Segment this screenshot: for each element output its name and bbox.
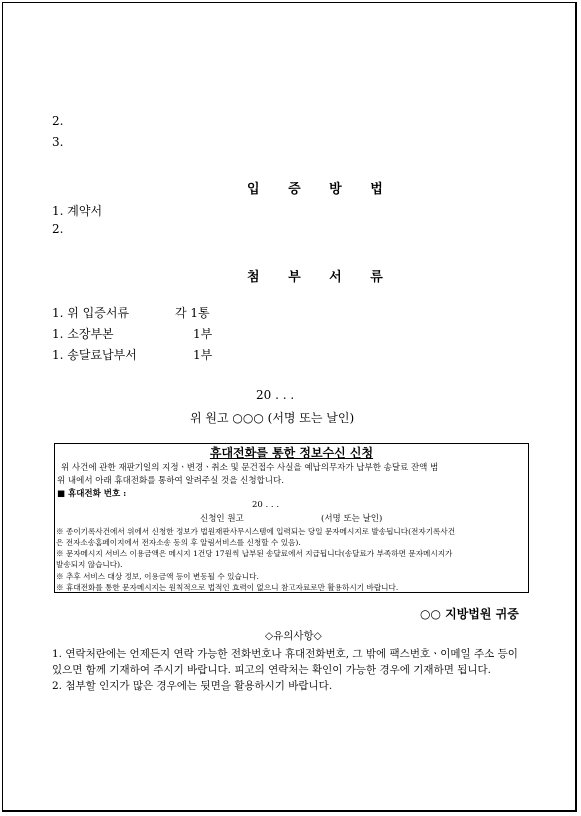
- attachment-qty-2: 1부: [193, 327, 213, 341]
- mobile-box-signature: (서명 또는 날인): [321, 514, 383, 524]
- date-line: 20 . . .: [256, 388, 295, 402]
- mobile-box-title: 휴대전화를 통한 정보수신 신청: [209, 446, 374, 460]
- mobile-note-2: ※ 문자메시지 서비스 이용금액은 메시지 1건당 17원씩 납부된 송달료에서 지급됩니다(송달료가 부족하면 문자메시지가: [56, 549, 453, 558]
- mobile-note-1: ※ 종이기록사건에서 위에서 신청한 정보가 법원재판사무시스템에 입력되는 당일 문자메시지로 발송됩니다(전자기록사건: [56, 527, 456, 536]
- notice-line-1: 1. 연락처란에는 언제든지 연락 가능한 전화번호나 휴대전화번호, 그 밖에 팩스번호ㆍ이메일 주소 등이: [52, 648, 518, 660]
- attachment-name-3: 1. 송달료납부서: [52, 348, 137, 362]
- proof-method-heading: 입 증 방 법: [247, 182, 395, 197]
- proof-item-1: 1. 계약서: [52, 204, 103, 218]
- proof-item-2: 2.: [52, 222, 64, 236]
- evidence-item-3: 3.: [52, 135, 64, 149]
- notice-heading: ◇유의사항◇: [265, 630, 322, 642]
- mobile-note-3: ※ 추후 서비스 대상 정보, 이용금액 등이 변동될 수 있습니다.: [56, 572, 259, 581]
- mobile-info-request-box: [54, 443, 529, 593]
- evidence-item-2: 2.: [52, 114, 64, 128]
- phone-number-label: ■ 휴대전화 번호 :: [57, 489, 127, 499]
- mobile-box-date: 20 . . .: [252, 500, 280, 510]
- notice-line-2: 있으면 함께 기재하여 주시기 바랍니다. 피고의 연락처는 확인이 가능한 경우에 기재하면 됩니다.: [52, 664, 491, 676]
- mobile-note-2b: 발송되지 않습니다).: [56, 560, 123, 569]
- mobile-box-intro-1: 위 사건에 관한 재판기일의 지정ㆍ변경ㆍ취소 및 문건접수 사실을 예납의무자가 납부한 송달료 잔액 범: [61, 463, 439, 473]
- attachment-name-2: 1. 소장부본: [52, 327, 114, 341]
- mobile-note-1b: 은 전자소송홈페이지에서 전자소송 동의 후 알림서비스를 신청할 수 있음).: [56, 538, 301, 547]
- court-name: ○○ 지방법원 귀중: [420, 607, 519, 621]
- attachment-qty-3: 1부: [193, 348, 213, 362]
- mobile-box-intro-2: 위 내에서 아래 휴대전화를 통하여 알려주실 것을 신청합니다.: [57, 476, 284, 486]
- mobile-note-4: ※ 휴대전화를 통한 문자메시지는 원칙적으로 법적인 효력이 없으니 참고자료로만 활용하시기 바랍니다.: [56, 583, 399, 592]
- mobile-box-applicant: 신청인 원고: [200, 514, 244, 524]
- attachment-qty-1: 각 1통: [175, 306, 210, 320]
- attachments-heading: 첨 부 서 류: [247, 270, 395, 285]
- notice-line-3: 2. 첨부할 인지가 많은 경우에는 뒷면을 활용하시기 바랍니다.: [52, 680, 333, 692]
- plaintiff-signature-line: 위 원고 ○○○ (서명 또는 날인): [190, 411, 355, 425]
- attachment-name-1: 1. 위 입증서류: [52, 306, 130, 320]
